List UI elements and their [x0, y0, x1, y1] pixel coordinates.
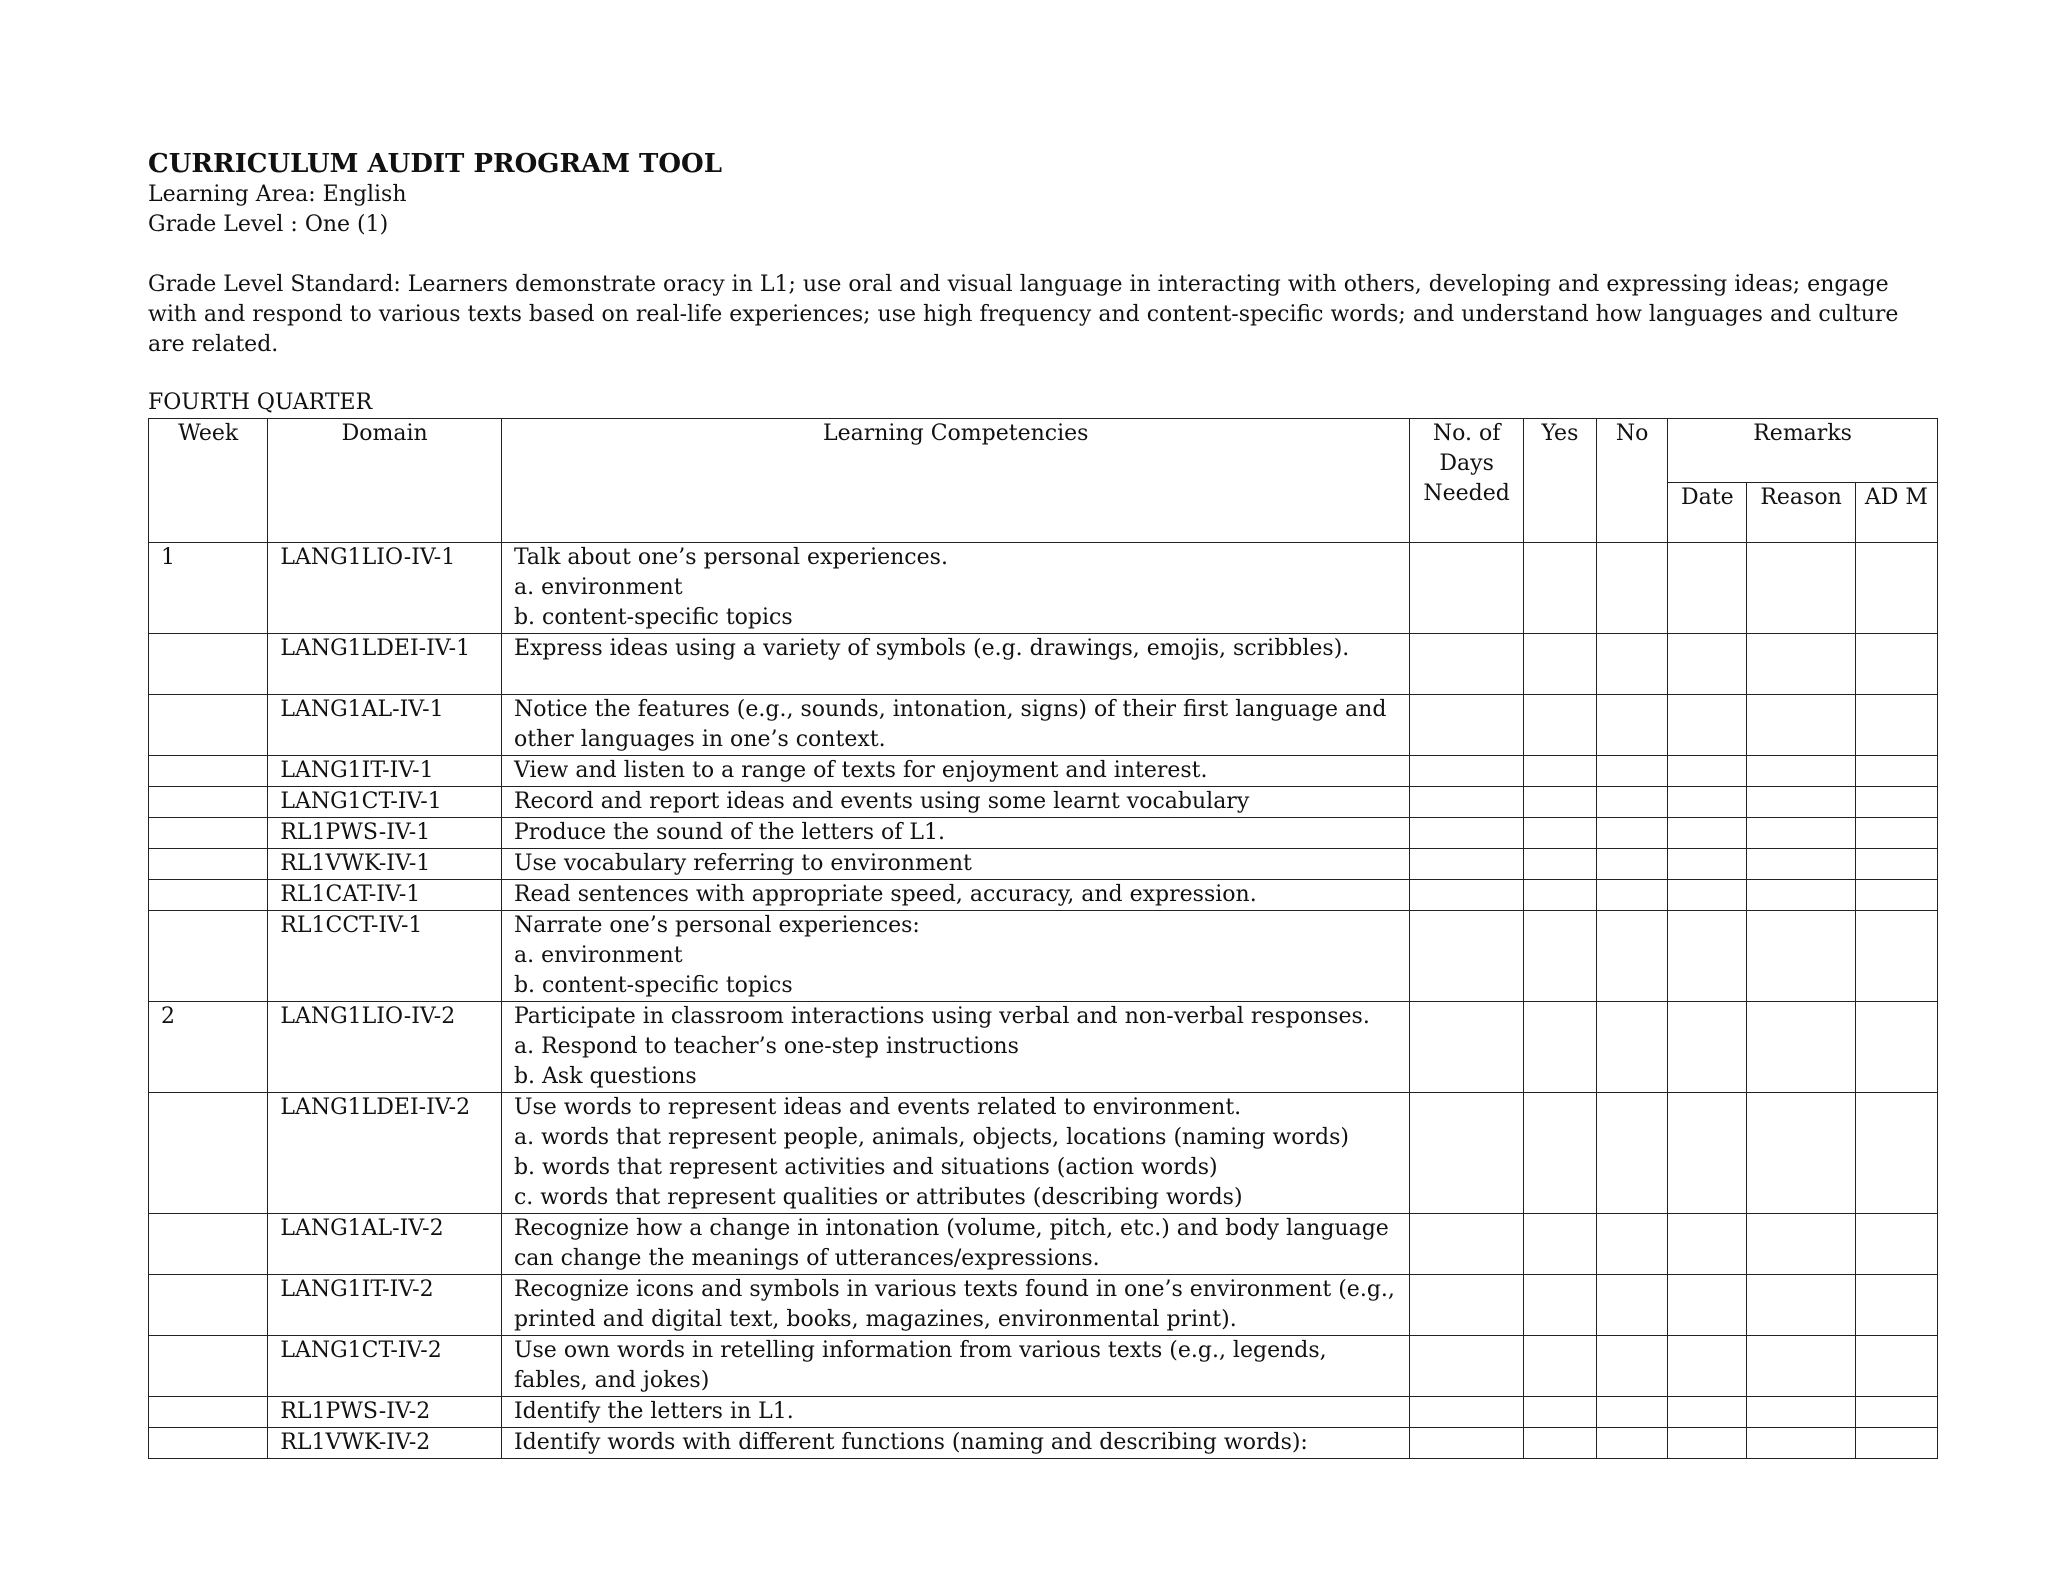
- cell-domain: LANG1LDEI-IV-1: [268, 634, 502, 695]
- cell-date: [1668, 1093, 1747, 1214]
- table-row: [149, 849, 1938, 880]
- cell-yes: [1523, 1093, 1596, 1214]
- cell-days-needed: [1410, 849, 1523, 880]
- table-row: [149, 818, 1938, 849]
- cell-reason: [1747, 1275, 1855, 1336]
- cell-reason: [1747, 1002, 1855, 1093]
- competency-line: Use own words in retelling information from various texts (e.g., legends, fables, and jokes): [513, 1338, 1327, 1393]
- table-row: [149, 543, 1938, 634]
- cell-no: [1597, 1428, 1668, 1459]
- cell-days-needed: [1410, 1336, 1523, 1397]
- cell-yes: [1523, 849, 1596, 880]
- header-days-needed: No. of Days Needed: [1410, 419, 1523, 543]
- cell-domain: LANG1LDEI-IV-2: [268, 1093, 502, 1214]
- cell-adm: [1855, 849, 1937, 880]
- cell-adm: [1855, 634, 1937, 695]
- cell-domain: RL1CAT-IV-1: [268, 880, 502, 911]
- cell-yes: [1523, 1214, 1596, 1275]
- cell-adm: [1855, 543, 1937, 634]
- cell-week: [149, 1093, 268, 1214]
- learning-area: Learning Area: English: [148, 182, 407, 207]
- cell-days-needed: [1410, 543, 1523, 634]
- cell-date: [1668, 1428, 1747, 1459]
- cell-date: [1668, 880, 1747, 911]
- cell-no: [1597, 1275, 1668, 1336]
- cell-yes: [1523, 1275, 1596, 1336]
- competency-line: Produce the sound of the letters of L1.: [513, 820, 946, 845]
- cell-reason: [1747, 1336, 1855, 1397]
- cell-reason: [1747, 818, 1855, 849]
- cell-yes: [1523, 787, 1596, 818]
- table-row: [149, 787, 1938, 818]
- competency-line: [514, 664, 1398, 694]
- table-row: [149, 1428, 1938, 1459]
- cell-date: [1668, 756, 1747, 787]
- cell-adm: [1855, 1002, 1937, 1093]
- header-no: No: [1597, 419, 1668, 543]
- cell-reason: [1747, 787, 1855, 818]
- cell-yes: [1523, 1428, 1596, 1459]
- grade-level-standard: Grade Level Standard: Learners demonstrate oracy in L1; use oral and visual language in interacting with others, developing and expressing ideas; engage with and respond to various texts based on real-life experiences; use high frequency and content-specific words; and understand how languages and culture are related.: [148, 272, 1899, 357]
- cell-domain: LANG1LIO-IV-2: [268, 1002, 502, 1093]
- cell-reason: [1747, 634, 1855, 695]
- cell-week: [149, 880, 268, 911]
- table-row: [149, 695, 1938, 756]
- document-page: [148, 148, 1938, 1459]
- cell-reason: [1747, 756, 1855, 787]
- cell-domain: RL1VWK-IV-1: [268, 849, 502, 880]
- cell-week: [149, 818, 268, 849]
- cell-days-needed: [1410, 695, 1523, 756]
- table-row: [149, 1002, 1938, 1093]
- cell-yes: [1523, 1002, 1596, 1093]
- cell-reason: [1747, 695, 1855, 756]
- cell-week: [149, 1428, 268, 1459]
- cell-week: [149, 634, 268, 695]
- competency-line: Use words to represent ideas and events related to environment.: [513, 1095, 1242, 1120]
- cell-days-needed: [1410, 634, 1523, 695]
- cell-date: [1668, 911, 1747, 1002]
- header-competencies: Learning Competencies: [501, 419, 1410, 543]
- cell-yes: [1523, 1336, 1596, 1397]
- competency-line: Talk about one’s personal experiences.: [513, 545, 948, 570]
- competency-line: Participate in classroom interactions using verbal and non-verbal responses.: [513, 1004, 1370, 1029]
- table-body: [149, 543, 1938, 1459]
- cell-no: [1597, 1214, 1668, 1275]
- cell-competency: [501, 1002, 1410, 1093]
- cell-domain: LANG1IT-IV-2: [268, 1275, 502, 1336]
- cell-reason: [1747, 1093, 1855, 1214]
- competency-line: c. words that represent qualities or attributes (describing words): [513, 1185, 1243, 1210]
- cell-yes: [1523, 1397, 1596, 1428]
- cell-date: [1668, 787, 1747, 818]
- cell-date: [1668, 634, 1747, 695]
- cell-adm: [1855, 1214, 1937, 1275]
- cell-reason: [1747, 849, 1855, 880]
- cell-week: [149, 1336, 268, 1397]
- cell-competency: [501, 818, 1410, 849]
- cell-competency: [501, 634, 1410, 695]
- cell-week: [149, 787, 268, 818]
- cell-adm: [1855, 756, 1937, 787]
- cell-domain: RL1PWS-IV-2: [268, 1397, 502, 1428]
- cell-date: [1668, 849, 1747, 880]
- cell-reason: [1747, 911, 1855, 1002]
- cell-no: [1597, 818, 1668, 849]
- cell-yes: [1523, 880, 1596, 911]
- competency-line: Use vocabulary referring to environment: [513, 851, 972, 876]
- cell-competency: [501, 849, 1410, 880]
- header-remarks: Remarks: [1668, 419, 1938, 483]
- cell-reason: [1747, 1214, 1855, 1275]
- cell-days-needed: [1410, 1275, 1523, 1336]
- competency-line: a. Respond to teacher’s one-step instructions: [513, 1034, 1019, 1059]
- cell-week: 1: [149, 543, 268, 634]
- cell-adm: [1855, 695, 1937, 756]
- cell-date: [1668, 1275, 1747, 1336]
- table-row: [149, 1336, 1938, 1397]
- competency-line: Record and report ideas and events using some learnt vocabulary: [513, 789, 1250, 814]
- cell-no: [1597, 911, 1668, 1002]
- header-domain: Domain: [268, 419, 502, 543]
- cell-week: 2: [149, 1002, 268, 1093]
- cell-date: [1668, 1002, 1747, 1093]
- cell-competency: [501, 1428, 1410, 1459]
- cell-domain: LANG1CT-IV-1: [268, 787, 502, 818]
- cell-competency: [501, 543, 1410, 634]
- cell-competency: [501, 1275, 1410, 1336]
- cell-days-needed: [1410, 911, 1523, 1002]
- competency-line: Identify the letters in L1.: [513, 1399, 794, 1424]
- cell-competency: [501, 1093, 1410, 1214]
- cell-domain: LANG1IT-IV-1: [268, 756, 502, 787]
- cell-no: [1597, 634, 1668, 695]
- cell-competency: [501, 1336, 1410, 1397]
- cell-yes: [1523, 818, 1596, 849]
- competency-line: b. content-specific topics: [513, 605, 793, 630]
- cell-date: [1668, 543, 1747, 634]
- cell-no: [1597, 543, 1668, 634]
- cell-competency: [501, 695, 1410, 756]
- competency-line: Identify words with different functions (naming and describing words):: [513, 1430, 1308, 1455]
- cell-days-needed: [1410, 1214, 1523, 1275]
- cell-no: [1597, 1002, 1668, 1093]
- cell-competency: [501, 1397, 1410, 1428]
- competency-line: Recognize icons and symbols in various texts found in one’s environment (e.g., printed and digital text, books, magazines, environmental print).: [513, 1277, 1395, 1332]
- cell-reason: [1747, 880, 1855, 911]
- cell-yes: [1523, 634, 1596, 695]
- header-adm: AD M: [1855, 483, 1937, 543]
- document-title: CURRICULUM AUDIT PROGRAM TOOL: [148, 149, 722, 179]
- cell-yes: [1523, 756, 1596, 787]
- competency-line: Recognize how a change in intonation (volume, pitch, etc.) and body language can change the meanings of utterances/expressions.: [513, 1216, 1389, 1271]
- cell-reason: [1747, 1428, 1855, 1459]
- table-row: [149, 756, 1938, 787]
- cell-adm: [1855, 1397, 1937, 1428]
- table-row: [149, 1397, 1938, 1428]
- cell-competency: [501, 756, 1410, 787]
- header-reason: Reason: [1747, 483, 1855, 543]
- cell-no: [1597, 787, 1668, 818]
- table-row: [149, 911, 1938, 1002]
- cell-competency: [501, 787, 1410, 818]
- cell-domain: LANG1LIO-IV-1: [268, 543, 502, 634]
- cell-date: [1668, 818, 1747, 849]
- competency-line: Notice the features (e.g., sounds, intonation, signs) of their first language and other languages in one’s context.: [513, 697, 1387, 752]
- cell-domain: RL1VWK-IV-2: [268, 1428, 502, 1459]
- cell-no: [1597, 756, 1668, 787]
- cell-no: [1597, 880, 1668, 911]
- table-row: [149, 1275, 1938, 1336]
- cell-yes: [1523, 695, 1596, 756]
- grade-level: Grade Level : One (1): [148, 212, 389, 237]
- cell-date: [1668, 1214, 1747, 1275]
- cell-adm: [1855, 1336, 1937, 1397]
- competency-line: b. Ask questions: [513, 1064, 697, 1089]
- cell-competency: [501, 1214, 1410, 1275]
- competency-line: a. environment: [513, 575, 683, 600]
- competency-line: View and listen to a range of texts for enjoyment and interest.: [513, 758, 1208, 783]
- cell-no: [1597, 1336, 1668, 1397]
- cell-competency: [501, 911, 1410, 1002]
- cell-domain: RL1PWS-IV-1: [268, 818, 502, 849]
- cell-yes: [1523, 911, 1596, 1002]
- competency-line: a. words that represent people, animals, objects, locations (naming words): [513, 1125, 1350, 1150]
- cell-days-needed: [1410, 756, 1523, 787]
- header-week: Week: [149, 419, 268, 543]
- table-row: [149, 1214, 1938, 1275]
- quarter-label: FOURTH QUARTER: [148, 390, 373, 415]
- cell-days-needed: [1410, 1428, 1523, 1459]
- table-row: [149, 634, 1938, 695]
- cell-domain: LANG1AL-IV-1: [268, 695, 502, 756]
- header-date: Date: [1668, 483, 1747, 543]
- cell-adm: [1855, 1275, 1937, 1336]
- cell-date: [1668, 1336, 1747, 1397]
- cell-adm: [1855, 911, 1937, 1002]
- cell-domain: LANG1AL-IV-2: [268, 1214, 502, 1275]
- cell-days-needed: [1410, 1397, 1523, 1428]
- cell-days-needed: [1410, 880, 1523, 911]
- cell-adm: [1855, 1428, 1937, 1459]
- cell-domain: RL1CCT-IV-1: [268, 911, 502, 1002]
- competency-line: Read sentences with appropriate speed, accuracy, and expression.: [513, 882, 1257, 907]
- cell-week: [149, 756, 268, 787]
- table-row: [149, 880, 1938, 911]
- competency-line: b. content-specific topics: [513, 973, 793, 998]
- cell-reason: [1747, 543, 1855, 634]
- cell-no: [1597, 695, 1668, 756]
- cell-week: [149, 849, 268, 880]
- cell-days-needed: [1410, 818, 1523, 849]
- cell-adm: [1855, 1093, 1937, 1214]
- cell-reason: [1747, 1397, 1855, 1428]
- cell-date: [1668, 695, 1747, 756]
- competency-line: Narrate one’s personal experiences:: [513, 913, 920, 938]
- audit-table: [148, 418, 1938, 1459]
- cell-week: [149, 1275, 268, 1336]
- cell-days-needed: [1410, 1002, 1523, 1093]
- cell-week: [149, 695, 268, 756]
- spacer: [148, 240, 1938, 270]
- competency-line: a. environment: [513, 943, 683, 968]
- cell-adm: [1855, 787, 1937, 818]
- cell-week: [149, 911, 268, 1002]
- header-yes: Yes: [1523, 419, 1596, 543]
- competency-line: Express ideas using a variety of symbols (e.g. drawings, emojis, scribbles).: [513, 636, 1350, 661]
- cell-days-needed: [1410, 787, 1523, 818]
- table-row: [149, 1093, 1938, 1214]
- cell-days-needed: [1410, 1093, 1523, 1214]
- cell-no: [1597, 1093, 1668, 1214]
- cell-no: [1597, 849, 1668, 880]
- cell-week: [149, 1397, 268, 1428]
- cell-date: [1668, 1397, 1747, 1428]
- cell-competency: [501, 880, 1410, 911]
- cell-adm: [1855, 818, 1937, 849]
- cell-adm: [1855, 880, 1937, 911]
- cell-no: [1597, 1397, 1668, 1428]
- cell-yes: [1523, 543, 1596, 634]
- cell-week: [149, 1214, 268, 1275]
- competency-line: b. words that represent activities and situations (action words): [513, 1155, 1218, 1180]
- cell-domain: LANG1CT-IV-2: [268, 1336, 502, 1397]
